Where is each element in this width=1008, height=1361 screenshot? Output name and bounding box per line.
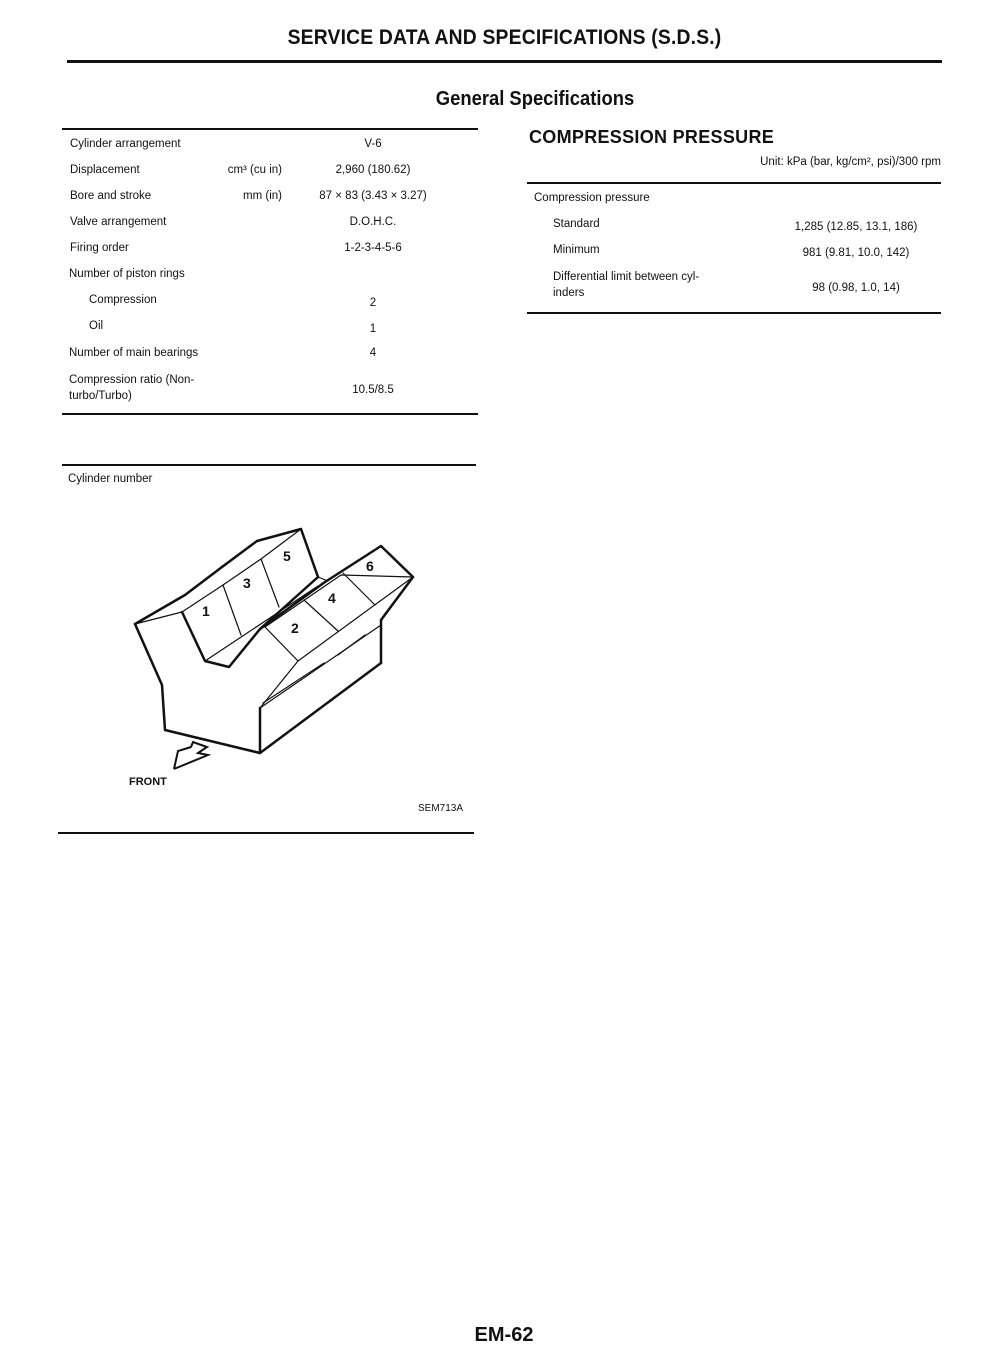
compression-pressure-table: [527, 182, 941, 316]
page-header: [67, 26, 942, 63]
row-label: Cylinder arrangement: [70, 138, 181, 150]
page-header-title: SERVICE DATA AND SPECIFICATIONS (S.D.S.): [287, 26, 722, 49]
row-value: 1: [369, 323, 377, 335]
cylinder-label-6: 6: [366, 558, 374, 574]
row-value: 98 (0.98, 1.0, 14): [812, 282, 900, 294]
table-top-rule: [62, 128, 478, 130]
section-title: General Specifications: [435, 88, 635, 110]
figure-bottom-rule: [58, 832, 474, 834]
row-value: 1-2-3-4-5-6: [344, 242, 402, 254]
row-label: Number of piston rings: [69, 268, 185, 280]
general-specs-table: [62, 128, 478, 418]
cylinder-label-3: 3: [243, 575, 251, 591]
page-number: EM-62: [474, 1324, 534, 1346]
table-bottom-rule: [62, 413, 478, 415]
cylinder-label-5: 5: [283, 548, 291, 564]
row-label: Standard: [553, 218, 600, 230]
front-arrow-icon: [174, 742, 208, 769]
row-label: Bore and stroke: [70, 190, 152, 202]
row-unit: mm (in): [243, 190, 282, 202]
row-label-line2: inders: [553, 287, 585, 299]
row-value: 981 (9.81, 10.0, 142): [802, 247, 910, 259]
row-label: Compression ratio (Non-: [69, 374, 195, 386]
row-value: 10.5/8.5: [352, 384, 394, 396]
row-label: Displacement: [70, 164, 140, 176]
row-label: Minimum: [553, 244, 600, 256]
row-label: Compression pressure: [534, 192, 650, 204]
row-value: 4: [369, 347, 377, 359]
v6-cylinder-diagram: [60, 455, 480, 845]
cylinder-label-4: 4: [328, 590, 336, 606]
front-label: FRONT: [129, 776, 167, 788]
row-label: Valve arrangement: [70, 216, 167, 228]
row-value: 1,285 (12.85, 13.1, 186): [794, 221, 918, 233]
row-unit: cm³ (cu in): [227, 164, 282, 176]
cylinder-label-2: 2: [291, 620, 299, 636]
cylinder-label-1: 1: [202, 603, 210, 619]
row-label-line2: turbo/Turbo): [69, 390, 132, 402]
compression-pressure-unit: Unit: kPa (bar, kg/cm², psi)/300 rpm: [760, 156, 941, 168]
row-value: 87 × 83 (3.43 × 3.27): [319, 190, 427, 202]
row-value: V-6: [364, 138, 382, 150]
row-label: Oil: [89, 320, 104, 332]
figure-code: SEM713A: [418, 803, 464, 814]
compression-pressure-title: COMPRESSION PRESSURE: [529, 127, 775, 147]
table-bottom-rule: [527, 312, 941, 314]
row-value: D.O.H.C.: [349, 216, 397, 228]
row-label: Number of main bearings: [69, 347, 199, 359]
row-label: Firing order: [70, 242, 129, 254]
row-label: Compression: [89, 294, 157, 306]
row-label: Differential limit between cyl-: [553, 271, 700, 283]
figure-caption: Cylinder number: [68, 473, 153, 485]
table-top-rule: [527, 182, 941, 184]
row-value: 2: [369, 297, 377, 309]
row-value: 2,960 (180.62): [335, 164, 411, 176]
